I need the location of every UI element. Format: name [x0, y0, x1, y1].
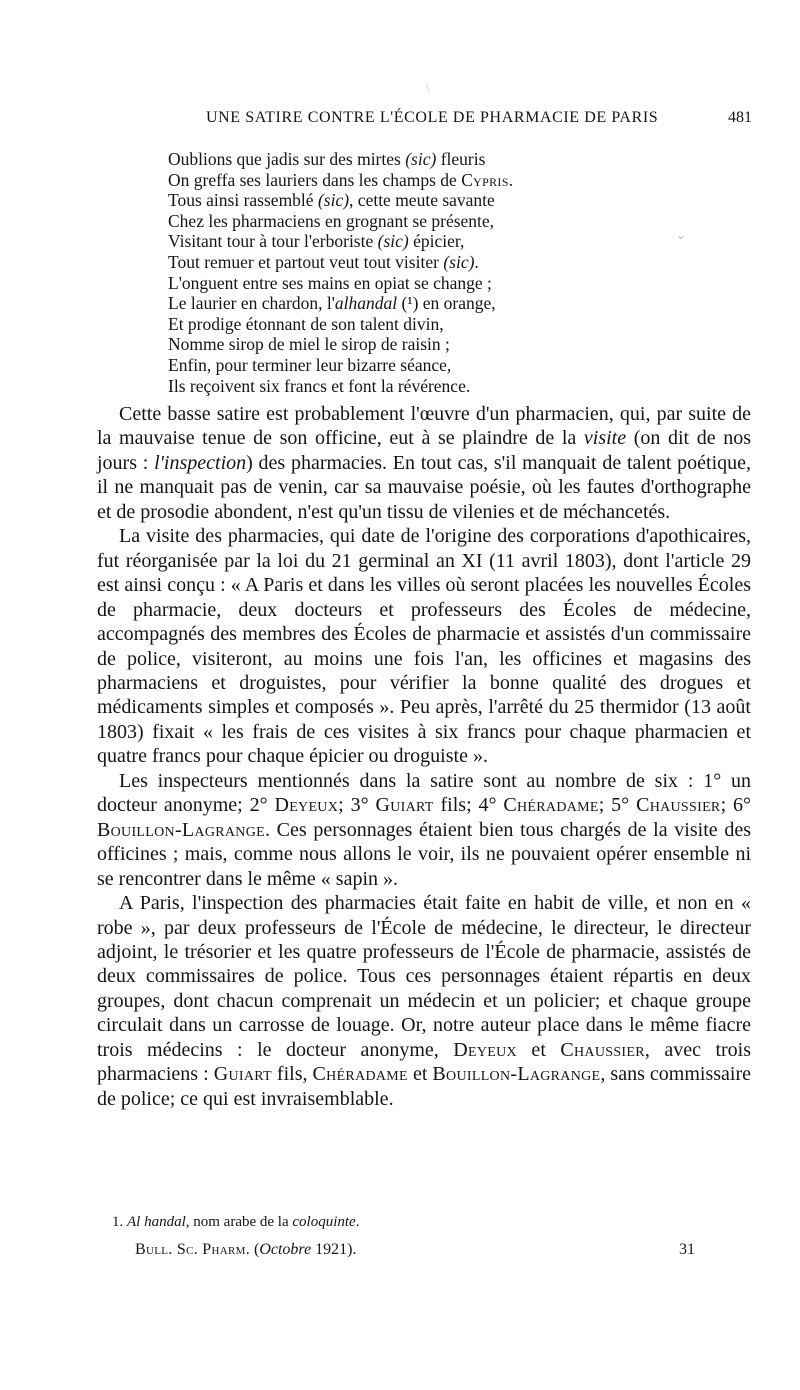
paragraph-inspection: A Paris, l'inspection des pharmacies était faite en habit de ville, et non en « robe », par deux professeurs de l'École de médecine, le directeur, le directeur adjoint, le trésorier et les quatre professeurs de l'École de pharmacie, assistés de deux commissaires de police. Tous ces personnages étaient répartis en deux groupes, dont chacun comprenait un médecin et un policier; et chaque groupe circulait dans un carrosse de louage. Or, notre auteur place dans le même fiacre trois médecins : le docteur anonyme, Deyeux et Chaussier, avec trois pharmaciens : Guiart fils, Chéradame et Bouillon-Lagrange, sans commissaire de police; ce qui est invraisemblable.	[97, 892, 752, 1110]
person-name: Guiart	[375, 794, 434, 817]
journal-citation: Bull. Sc. Pharm. (Octobre 1921).	[135, 1241, 357, 1258]
poem-line: Enfin, pour terminer leur bizarre séance,	[168, 354, 452, 375]
page-footer	[135, 1241, 695, 1263]
poem-line: Visitant tour à tour l'erboriste (sic) épicier,	[168, 231, 465, 252]
poem-line: Tous ainsi rassemblé (sic), cette meute savante	[168, 190, 495, 211]
footnote: 1. Al handal, nom arabe de la coloquinte.	[112, 1214, 360, 1230]
running-header	[120, 109, 752, 133]
person-name: Chéradame	[503, 794, 599, 817]
poem-line: Oublions que jadis sur des mirtes (sic) fleuris	[168, 149, 486, 169]
signature-mark: 31	[679, 1241, 695, 1258]
paragraph-visite: La visite des pharmacies, qui date de l'origine des corporations d'apothicaires, fut réorganisée par la loi du 21 germinal an XI (11 avril 1803), dont l'article 29 est ainsi conçu : « A Paris et dans les villes où seront placées les nouvelles Écoles de pharmacie, deux docteurs et professeurs des Écoles de médecine, accompagnés des membres des Écoles de pharmacie et assistés d'un commissaire de police, visiteront, au moins une fois l'an, les officines et magasins des pharmaciens et droguistes, pour vérifier la bonne qualité des drogues et médicaments simples et composés ». Peu après, l'arrêté du 25 thermidor (13 août 1803) fixait « les frais de ces visites à six francs pour chaque pharmacien et quatre francs pour chaque épicier ou droguiste ».	[97, 525, 751, 768]
quoted-poem	[168, 149, 758, 396]
scan-speck: \	[426, 80, 430, 94]
body-text	[97, 402, 751, 1111]
page-number: 481	[728, 109, 752, 126]
person-name: Bouillon-Lagrange	[432, 1063, 601, 1086]
person-name: Deyeux	[274, 794, 339, 817]
person-name: Chaussier	[560, 1038, 645, 1061]
poem-line: Tout remuer et partout veut tout visiter (sic).	[168, 251, 479, 272]
paragraph-inspecteurs: Les inspecteurs mentionnés dans la satire sont au nombre de six : 1° un docteur anonyme; 2° Deyeux; 3° Guiart fils; 4° Chéradame; 5° Chaussier; 6° Bouillon-Lagrange. Ces personnages étaient bien tous chargés de la visite des officines ; mais, comme nous allons le voir, ils ne pouvaient opérer ensemble ni se rencontrer dans le même « sapin ».	[97, 769, 751, 890]
paragraph-satire: Cette basse satire est probablement l'œuvre d'un pharmacien, qui, par suite de la mauvaise tenue de son officine, eut à se plaindre de la visite (on dit de nos jours : l'inspection) des pharmacies. En tout cas, s'il manquait de talent poétique, il ne manquait pas de venin, car sa mauvaise poésie, où les fautes d'orthographe et de prosodie abondent, n'est qu'un tissu de vilenies et de méchancetés.	[97, 403, 752, 523]
scan-speck: ⌄	[676, 228, 687, 242]
person-name: Deyeux	[453, 1038, 517, 1061]
poem-line: Chez les pharmaciens en grognant se présente,	[168, 210, 495, 231]
person-name: Bouillon-Lagrange	[97, 818, 265, 841]
person-name: Chéradame	[312, 1063, 408, 1086]
running-title: UNE SATIRE CONTRE L'ÉCOLE DE PHARMACIE DE PARIS	[206, 109, 659, 126]
poem-line: Le laurier en chardon, l'alhandal (¹) en orange,	[168, 293, 496, 314]
poem-line: L'onguent entre ses mains en opiat se change ;	[168, 272, 492, 293]
person-name: Guiart	[213, 1063, 272, 1086]
person-name: Chaussier	[636, 794, 721, 817]
poem-line: Nomme sirop de miel le sirop de raisin ;	[168, 334, 450, 355]
poem-line: Et prodige étonnant de son talent divin,	[168, 313, 444, 334]
poem-line: On greffa ses lauriers dans les champs de Cypris.	[168, 169, 514, 190]
poem-line: Ils reçoivent six francs et font la révérence.	[168, 375, 471, 396]
